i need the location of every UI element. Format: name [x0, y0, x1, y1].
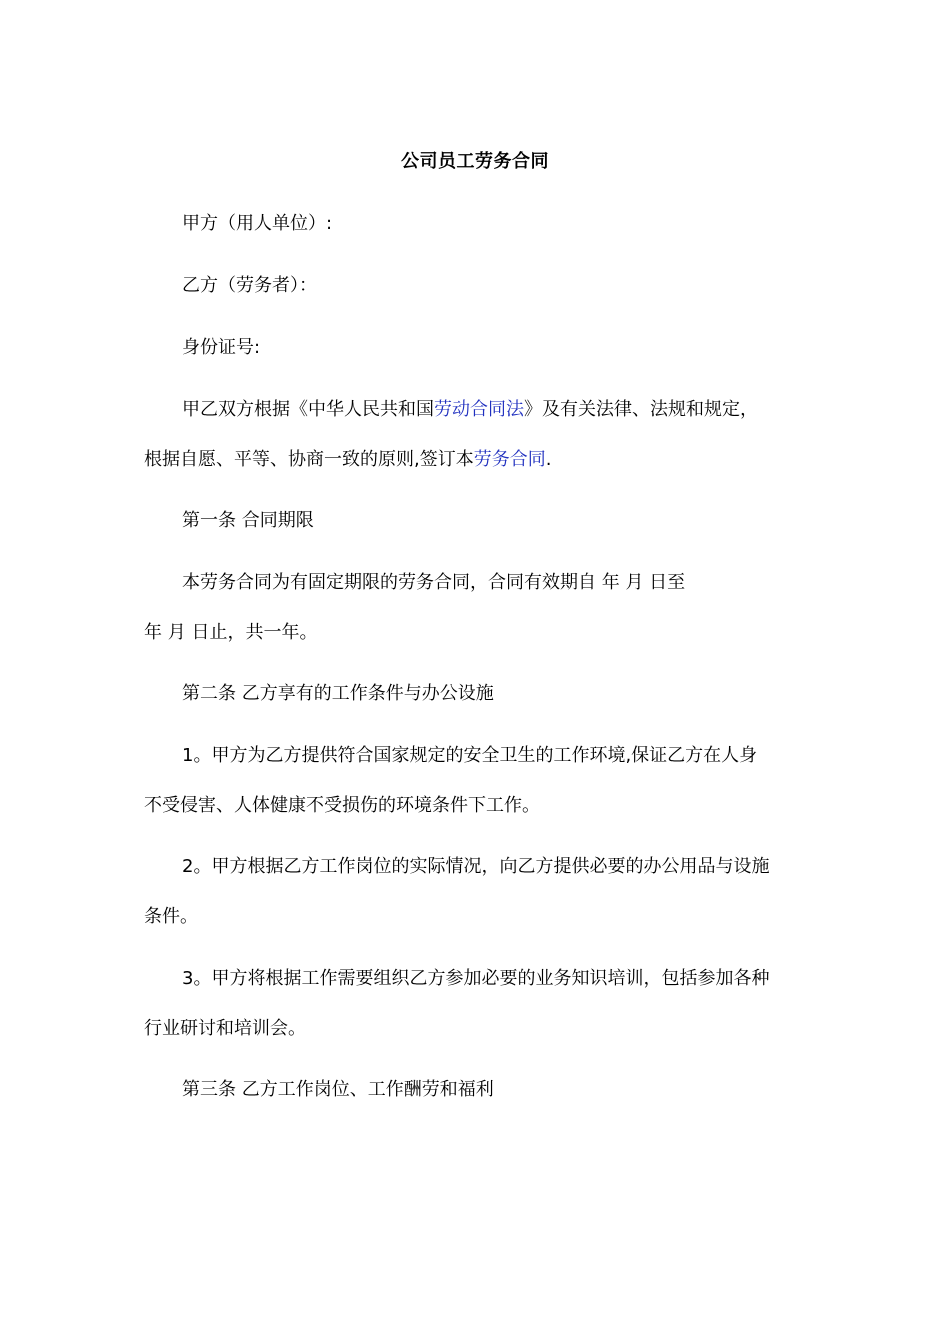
article-1-line-2: 年 月 日止，共一年。 — [144, 622, 318, 643]
intro-text-4: . — [545, 449, 552, 470]
document-title: 公司员工劳务合同 — [401, 151, 549, 172]
article-2-item-2-line-1: 2。甲方根据乙方工作岗位的实际情况，向乙方提供必要的办公用品与设施 — [182, 856, 770, 877]
labor-contract-link[interactable]: 劳务合同 — [473, 449, 546, 470]
intro-text-1: 甲乙双方根据《中华人民共和国 — [182, 399, 434, 420]
article-1-line-1: 本劳务合同为有固定期限的劳务合同，合同有效期自 年 月 日至 — [182, 572, 686, 593]
article-2-item-3-line-2: 行业研讨和培训会。 — [144, 1018, 306, 1039]
article-2-heading: 第二条 乙方享有的工作条件与办公设施 — [182, 683, 494, 704]
id-number-field: 身份证号: — [182, 337, 261, 358]
intro-line-2 — [144, 448, 551, 472]
party-b-field: 乙方（劳务者）： — [182, 275, 317, 296]
article-2-item-3-line-1: 3。甲方将根据工作需要组织乙方参加必要的业务知识培训，包括参加各种 — [182, 968, 770, 989]
intro-text-2: 》及有关法律、法规和规定， — [524, 399, 758, 420]
article-2-item-1-line-2: 不受侵害、人体健康不受损伤的环境条件下工作。 — [144, 795, 540, 816]
article-3-heading: 第三条 乙方工作岗位、工作酬劳和福利 — [182, 1079, 494, 1100]
intro-line-1 — [182, 398, 758, 422]
article-2-item-2-line-2: 条件。 — [144, 906, 198, 927]
article-2-item-1-line-1: 1。甲方为乙方提供符合国家规定的安全卫生的工作环境,保证乙方在人身 — [182, 745, 758, 766]
party-a-field: 甲方（用人单位）: — [182, 213, 333, 234]
labor-contract-law-link[interactable]: 劳动合同法 — [434, 399, 524, 420]
article-1-heading: 第一条 合同期限 — [182, 510, 314, 531]
intro-text-3: 根据自愿、平等、协商一致的原则,签订本 — [144, 449, 474, 470]
